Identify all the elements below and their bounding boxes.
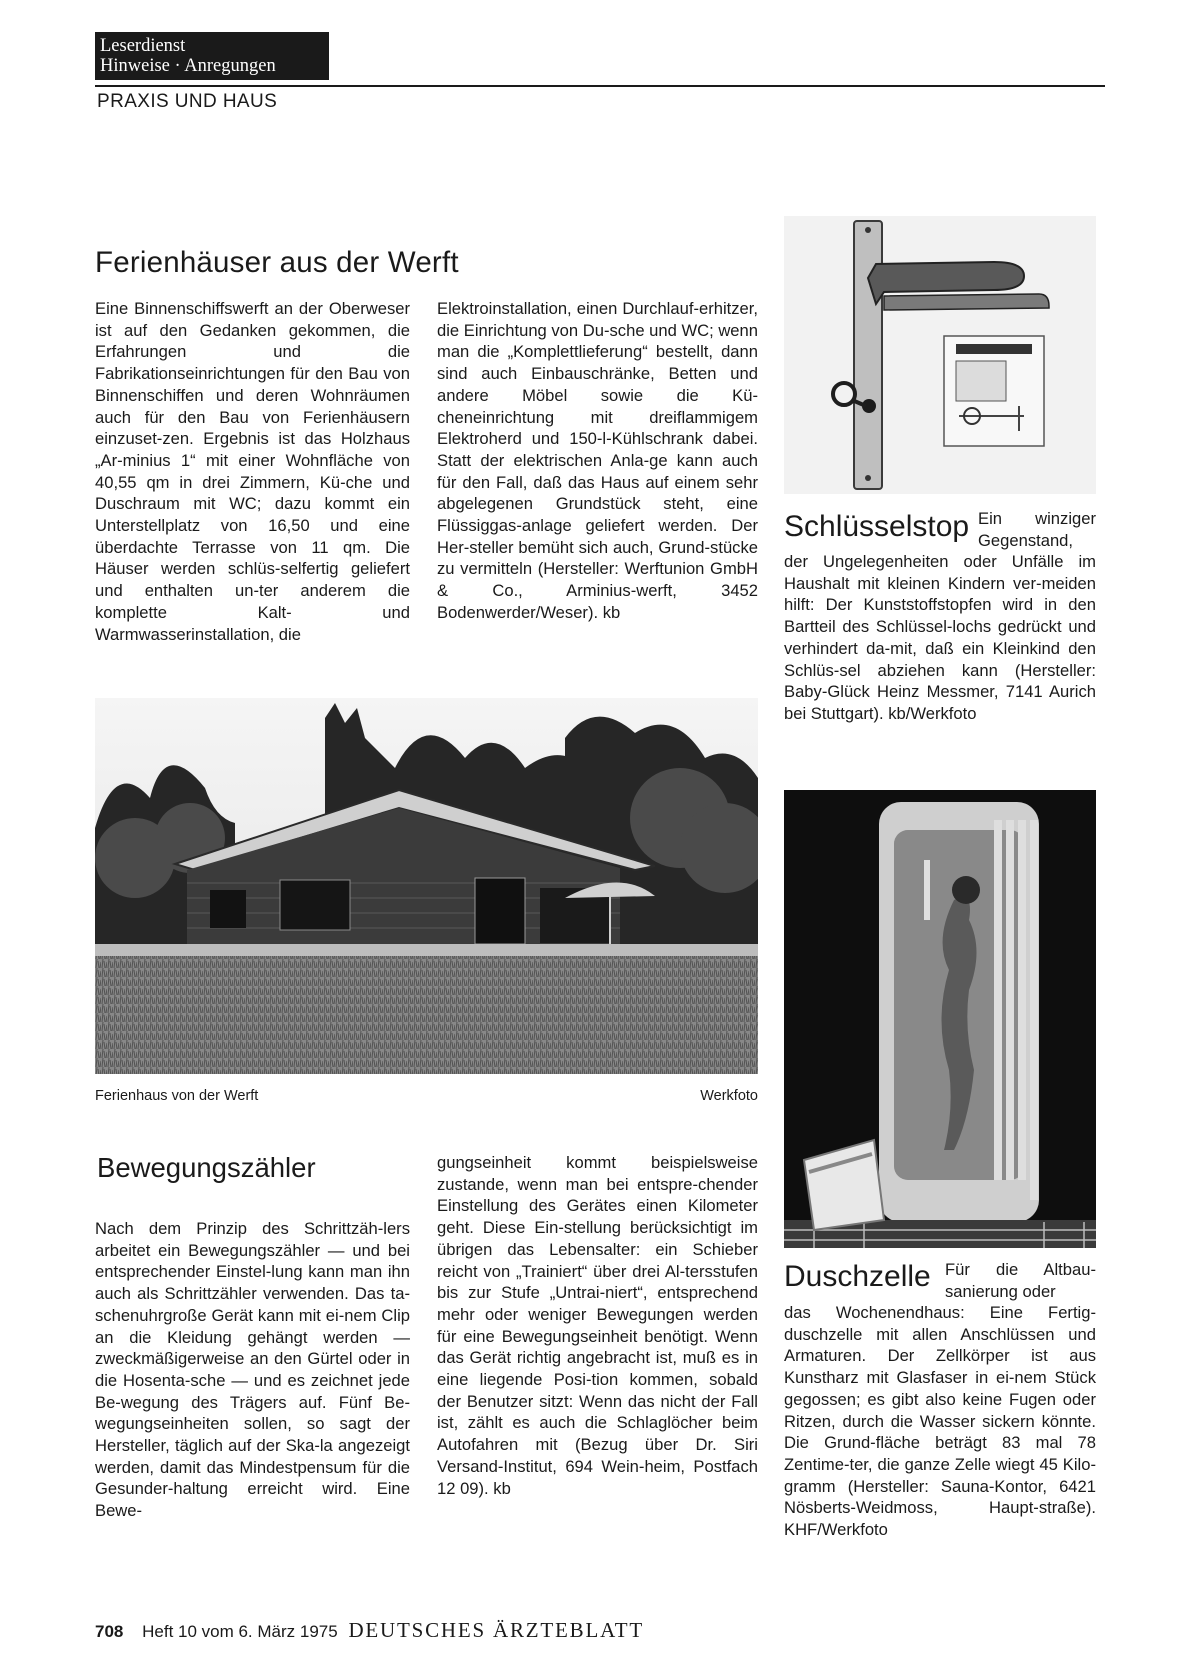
article-title-bewegungszaehler: Bewegungszähler <box>97 1152 316 1183</box>
section-title: PRAXIS UND HAUS <box>97 91 278 112</box>
article-schluesselstop-body <box>784 551 1096 725</box>
article-ferienhaeuser-col1 <box>95 298 410 645</box>
article-duschzelle-body <box>784 1302 1096 1541</box>
ferienhaus-photo-credit: Werkfoto <box>700 1088 758 1104</box>
article-bewegungszaehler-col1 <box>95 1218 410 1522</box>
article-bewegungszaehler-col1-text: Nach dem Prinzip des Schrittzäh-lers arbeitet ein Bewegungszähler — und bei entsprechender Einstel-lung kann man ihn auch als Schrittzähler verwenden. Das ta-schenuhrgroße Gerät kann mit ei-nem Clip an die Kleidung gehängt werden — zweckmäßigerweise an den Gürtel oder in die Hosenta-sche — und es zeichnet jede Be-wegung des Trägers auf. Fünf Be-wegungseinheiten sollen, so sagt der Hersteller, täglich auf der Ska-la angezeigt werden, damit das Mindestpensum für die Gesunder-haltung erreicht wird. Eine Bewe- <box>95 1219 410 1521</box>
article-title-schluesselstop: Schlüsselstop <box>784 510 970 543</box>
article-duschzelle-body-text: das Wochenendhaus: Eine Fertig-duschzelle mit allen Anschlüssen und Armaturen. Der Zellkörper ist aus Kunstharz mit Glasfaser in ei-nem Stück gegossen; es gibt also keine Fugen oder Ritzen, durch die Wasser sickern könnte. Die Grund-fläche beträgt 83 mal 78 Zentime-ter, die ganze Zelle wiegt 45 Kilo-gramm (Hersteller: Sauna-Kontor, 6421 Nösberts-Weidmoss, Haupt-straße). KHF/Werkfoto <box>784 1303 1096 1540</box>
article-title-ferienhaeuser: Ferienhäuser aus der Werft <box>95 246 459 279</box>
article-ferienhaeuser-col2 <box>437 298 758 624</box>
article-ferienhaeuser-col1-text: Eine Binnenschiffswerft an der Oberweser ist auf den Gedanken gekommen, die Erfahrungen und die Fabrikationseinrichtungen für den Bau von Binnenschiffen und deren Wohnräumen auch für den Bau von Ferienhäusern einzuset-zen. Ergebnis ist das Holzhaus „Ar-minius 1“ mit einer Wohnfläche von 40,55 qm in drei Zimmern, Kü-che und Duschraum mit WC; dazu kommt ein Unterstellplatz von 16,50 und eine überdachte Terrasse von 11 qm. Die Häuser werden schlüs-selfertig geliefert und enthalten un-ter anderem die komplette Kalt- und Warmwasserinstallation, die <box>95 299 410 644</box>
header-rule <box>95 85 1105 87</box>
schluesselstop-photo <box>784 216 1096 494</box>
article-title-duschzelle: Duschzelle <box>784 1260 931 1293</box>
badge-line-1: Leserdienst <box>100 36 186 56</box>
article-bewegungszaehler-col2 <box>437 1152 758 1499</box>
article-schluesselstop-body-text: der Ungelegenheiten oder Unfälle im Haushalt mit kleinen Kindern ver-meiden hilft: Der Kunststoffstopfen wird in den Bartteil des Schlüssel-lochs gedrückt und verhindert da-mit, daß ein Kleinkind den Schlüs-sel abziehen kann (Hersteller: Baby-Glück Heinz Messmer, 7141 Aurich bei Stuttgart). kb/Werkfoto <box>784 552 1096 723</box>
duschzelle-photo <box>784 790 1096 1248</box>
leserdienst-badge <box>95 32 329 80</box>
issue-info: Heft 10 vom 6. März 1975 <box>142 1622 338 1641</box>
article-duschzelle-lead <box>945 1259 1096 1302</box>
ferienhaus-photo <box>95 698 758 1074</box>
badge-line-2: Hinweise · Anregungen <box>100 56 276 76</box>
ferienhaus-photo-caption: Ferienhaus von der Werft <box>95 1088 259 1104</box>
page-number: 708 <box>95 1622 124 1641</box>
article-duschzelle-lead-text: Für die Altbau-sanierung oder <box>945 1260 1096 1301</box>
magazine-name: DEUTSCHES ÄRZTEBLATT <box>348 1618 645 1642</box>
page-footer <box>95 1618 644 1643</box>
article-bewegungszaehler-col2-text: gungseinheit kommt beispielsweise zustande, wenn man bei entspre-chender Einstellung des Gerätes einen Kilometer geht. Diese Ein-stellung berücksichtigt im übrigen das Lebensalter: ein Schieber reicht von „Trainiert“ über drei Al-tersstufen bis zur Stufe „Untrai-niert“, entsprechend mehr oder weniger Bewegungen werden für eine Bewegungseinheit benötigt. Wenn das Gerät richtig angebracht ist, muß es in eine liegende Posi-tion kommen, sobald der Benutzer sitzt: Wenn das nicht der Fall ist, zählt es auch die Schlaglöcher beim Autofahren mit (Bezug über Dr. Siri Versand-Institut, 694 Wein-heim, Postfach 12 09). kb <box>437 1153 758 1498</box>
article-schluesselstop-lead-text: Ein winziger Gegenstand, <box>978 509 1096 550</box>
article-ferienhaeuser-col2-text: Elektroinstallation, einen Durchlauf-erhitzer, die Einrichtung von Du-sche und WC; wenn man die „Komplettlieferung“ bestellt, dann sind auch Einbauschränke, Betten und andere Möbel sowie die Kü-cheneinrichtung mit dreiflammigem Elektroherd und 150-l-Kühlschrank dabei. Statt der elektrischen Anla-ge kann auch für den Fall, daß das Haus auf einem sehr abgelegenen Grundstück steht, eine Flüssiggas-anlage geliefert werden. Der Her-steller bemüht sich auch, Grund-stücke zu vermitteln (Hersteller: Werftunion GmbH & Co., Arminius-werft, 3452 Bodenwerder/Weser). kb <box>437 299 758 622</box>
article-schluesselstop-lead <box>978 508 1096 551</box>
